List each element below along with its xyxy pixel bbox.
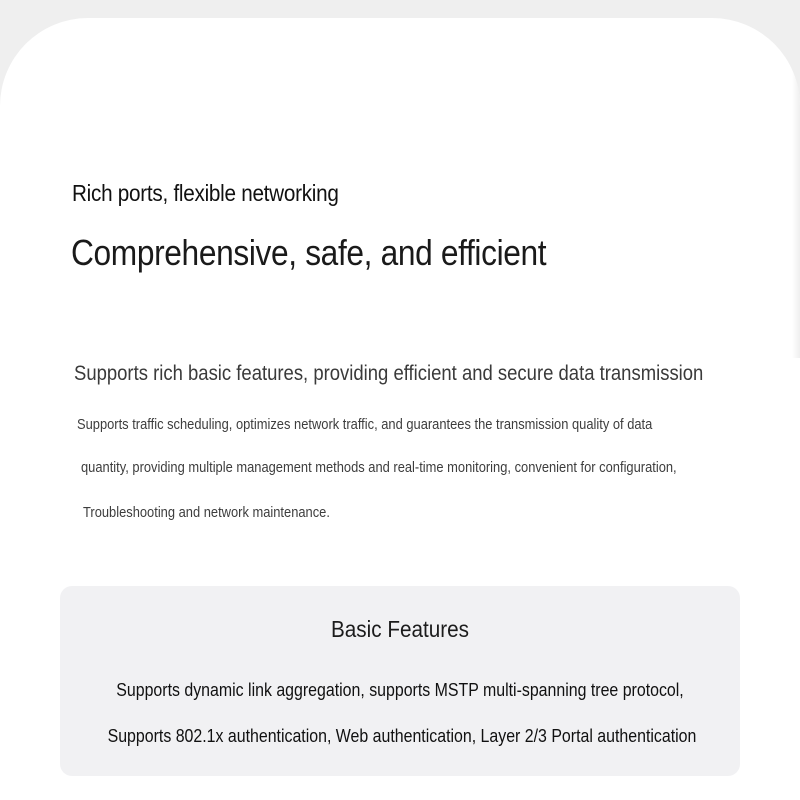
intro-heading: Supports rich basic features, providing efficient and secure data transmission (74, 362, 704, 385)
basic-features-title: Basic Features (330, 616, 470, 642)
basic-features-panel (60, 586, 740, 776)
intro-line-3: Troubleshooting and network maintenance. (83, 504, 330, 521)
content-card (0, 18, 800, 800)
intro-line-2: quantity, providing multiple management methods and real-time monitoring, convenient for configuration, (81, 459, 677, 476)
edge-shade (792, 58, 800, 358)
intro-line-1: Supports traffic scheduling, optimizes network traffic, and guarantees the transmission quality of data (77, 416, 653, 433)
page-subtitle: Rich ports, flexible networking (72, 180, 339, 206)
basic-features-line-2: Supports 802.1x authentication, Web authentication, Layer 2/3 Portal authentication (107, 725, 697, 746)
basic-features-line-1: Supports dynamic link aggregation, supports MSTP multi-spanning tree protocol, (116, 679, 684, 700)
page-title: Comprehensive, safe, and efficient (71, 232, 547, 273)
